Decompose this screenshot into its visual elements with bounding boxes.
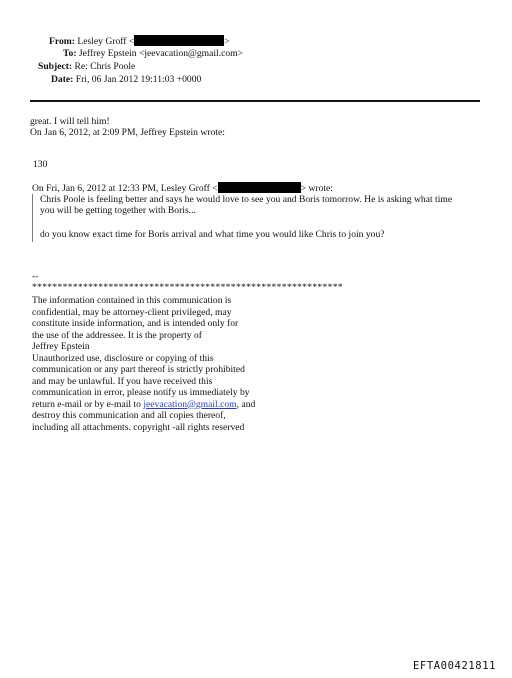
to-label: To: <box>63 48 77 59</box>
quote-intro-suffix: > wrote: <box>300 183 333 194</box>
disclaimer-line: and may be unlawful. If you have received this <box>32 375 213 387</box>
quote-line-3: do you know exact time for Boris arrival and what time you would like Chris to join you? <box>40 229 385 240</box>
bates-number: EFTA00421811 <box>413 660 497 672</box>
email-link[interactable]: jeevacation@gmail.com <box>143 398 237 410</box>
header-divider <box>30 100 480 102</box>
quote-intro <box>32 182 333 195</box>
to-value: Jeffrey Epstein <jeevacation@gmail.com> <box>78 48 244 59</box>
disclaimer-line: communication or any part thereof is strictly prohibited <box>32 364 245 375</box>
date-row <box>51 74 201 86</box>
signature-dash: -- <box>32 271 39 282</box>
quote-line-2: you will be getting together with Boris... <box>40 205 196 216</box>
disclaimer-line: confidential, may be attorney-client privileged, may <box>32 306 232 318</box>
date-value: Fri, 06 Jan 2012 19:11:03 +0000 <box>75 74 202 85</box>
from-value: Lesley Groff < <box>77 36 135 47</box>
disclaimer-email-line <box>32 399 255 411</box>
disclaimer-line: constitute inside information, and is intended only for <box>32 318 239 329</box>
to-row <box>63 48 243 60</box>
disclaimer-line: The information contained in this communication is <box>32 295 232 306</box>
disclaimer-line: including all attachments. copyright -all rights reserved <box>32 421 245 433</box>
star-divider: ************************************************************* <box>32 282 343 293</box>
reply-line-1: great. I will tell him! <box>30 116 110 127</box>
from-close: > <box>224 36 230 47</box>
quote-bar <box>32 194 33 242</box>
disclaimer-email-prefix: return e-mail or by e-mail to <box>32 398 144 410</box>
subject-label: Subject: <box>38 61 73 72</box>
subject-value: Re: Chris Poole <box>74 61 136 72</box>
from-row <box>49 35 230 48</box>
redaction-block <box>134 35 224 46</box>
from-label: From: <box>49 36 75 47</box>
reply-line-2: On Jan 6, 2012, at 2:09 PM, Jeffrey Epstein wrote: <box>30 127 225 138</box>
number-line: 130 <box>33 159 48 170</box>
subject-row <box>38 61 135 73</box>
disclaimer-line: Jeffrey Epstein <box>32 341 90 352</box>
date-label: Date: <box>51 74 74 85</box>
disclaimer-line: destroy this communication and all copies thereof, <box>32 410 226 421</box>
disclaimer-line: communication in error, please notify us immediately by <box>32 387 250 398</box>
disclaimer-line: Unauthorized use, disclosure or copying of this <box>32 352 214 364</box>
quote-intro-prefix: On Fri, Jan 6, 2012 at 12:33 PM, Lesley Groff < <box>32 183 218 194</box>
disclaimer-line: the use of the addressee. It is the property of <box>32 329 202 341</box>
redaction-block <box>218 182 301 193</box>
quote-line-1: Chris Poole is feeling better and says he would love to see you and Boris tomorrow. He is asking what time <box>40 194 453 205</box>
disclaimer-email-suffix: , and <box>236 398 256 410</box>
